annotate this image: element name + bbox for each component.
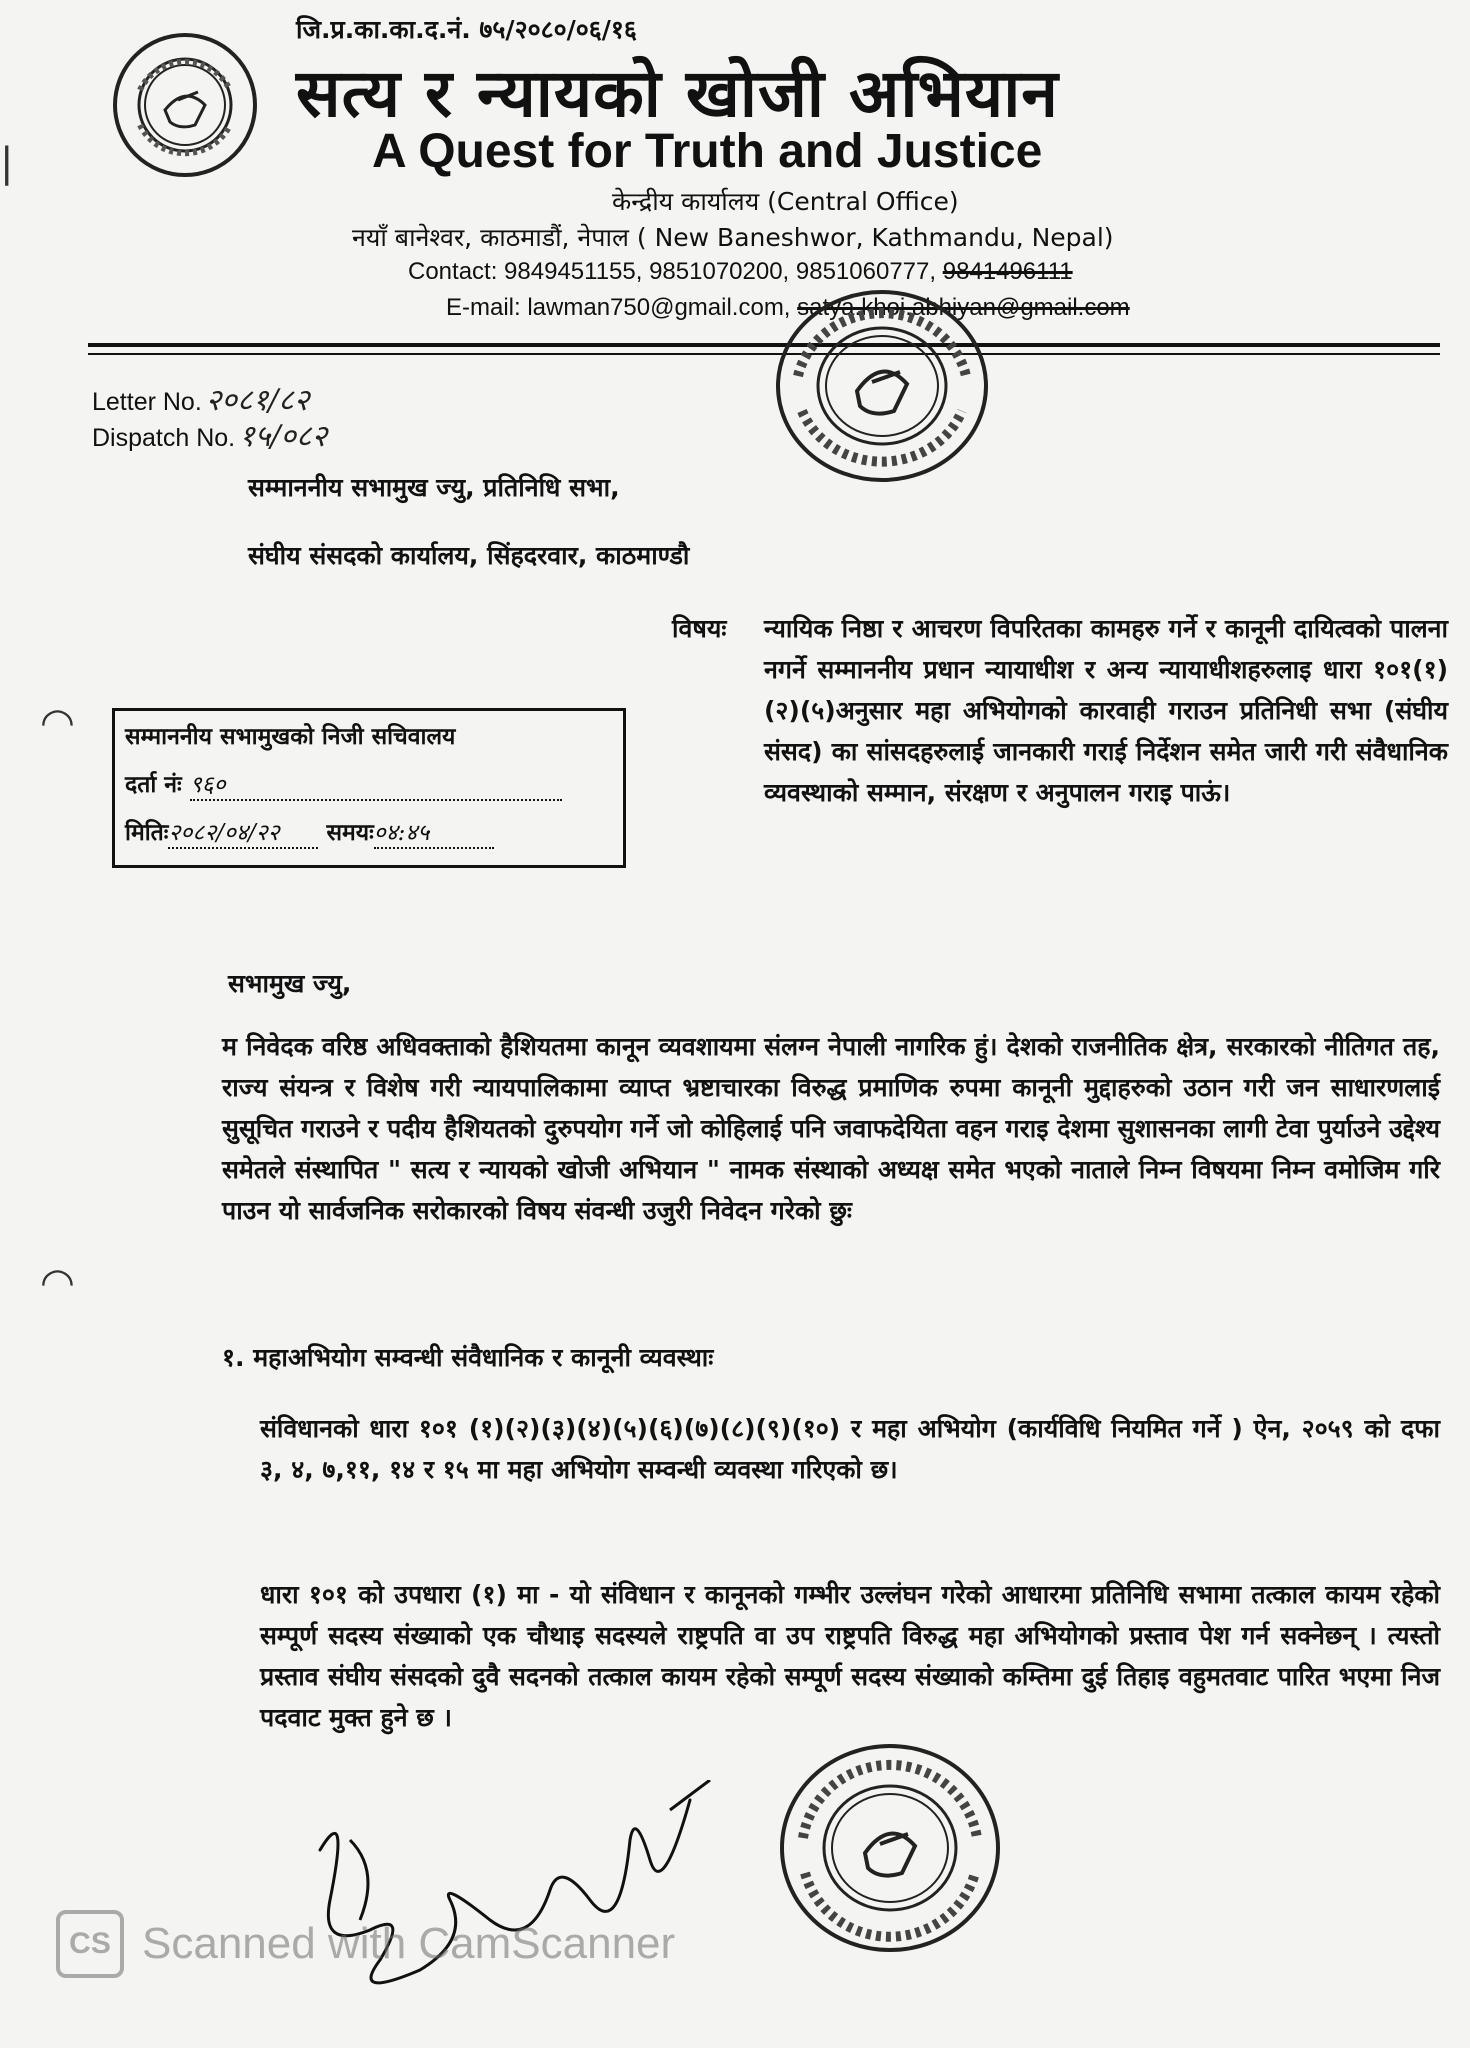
stamp-darta-row [125,767,562,801]
header-rule [88,343,1440,347]
subject-label: विषयः [672,614,727,643]
address-line: नयाँ बानेश्वर, काठमाडौं, नेपाल ( New Baneshwor, Kathmandu, Nepal) [352,223,1114,252]
org-name-english: A Quest for Truth and Justice [372,125,1043,178]
letter-no-label: Letter No. [92,388,202,416]
dispatch-no-label: Dispatch No. [92,424,236,452]
darta-value: ९६० [189,772,226,798]
addressee-line-2: संघीय संसदको कार्यालय, सिंहदरवार, काठमाण्डौ [248,541,690,570]
signature [290,1780,730,2014]
watermark-text: Scanned with CamScanner [142,1919,676,1968]
samaya-label: समयः [326,820,374,846]
section-heading: १. महाअभियोग सम्वन्धी संवैधानिक र कानूनी व्यवस्थाः [222,1343,714,1372]
contact-struck-number: 9841496111 [942,258,1073,285]
header-rule-thin [88,353,1440,355]
dispatch-number [92,414,327,455]
miti-label: मितिः [125,820,169,846]
intro-paragraph: म निवेदक वरिष्ठ अधिवक्ताको हैशियतमा कानून व्यवशायमा संलग्न नेपाली नागरिक हुं। देशको राजनीतिक क्षेत्र, सरकारको नीतिगत तह, राज्य संयन्त्र र विशेष गरी न्यायपालिकामा व्याप्त भ्रष्टाचारका विरुद्ध प्रमाणिक रुपमा कानूनी मुद्दाहरुको उठान गरी जन साधारणलाई सुसूचित गराउने र पदीय हैशियतको दुरुपयोग गर्ने जो कोहिलाई पनि जवाफदेयिता वहन गराइ देशमा सुशासनका लागी टेवा पुर्याउने उद्देश्य समेतले संस्थापित " सत्य र न्यायको खोजी अभियान " नामक संस्थाको अध्यक्ष समेत भएको नाताले निम्न विषयमा निम्न वमोजिम गरि पाउन यो सार्वजनिक सरोकारको विषय संवन्धी उजुरी निवेदन गरेको छुः [222,1032,1440,1225]
organization-logo [110,30,260,184]
registration-stamp [112,708,626,868]
contact-numbers: Contact: 9849451155, 9851070200, 9851060777, [408,258,937,285]
salutation: सभामुख ज्यु, [228,969,352,998]
stamp-date-row [125,815,494,849]
subject-text: न्यायिक निष्ठा र आचरण विपरितका कामहरु गर्ने र कानूनी दायित्वको पालना नगर्ने सम्माननीय प्रधान न्यायाधीश र अन्य न्यायाधीशहरुलाइ धारा १०१(१)(२)(५)अनुसार महा अभियोगको कारवाही गराउन प्रतिनिधी सभा (संघीय संसद) का सांसदहरुलाई जानकारी गराई निर्देशन समेत जारी गरी संवैधानिक व्यवस्थाको सम्मान, संरक्षण र अनुपालन गराइ पाऊं। [764,614,1448,807]
letter-number [92,378,310,419]
punch-mark: ◠ [40,700,75,746]
paragraph-2: धारा १०१ को उपधारा (१) मा - यो संविधान र कानूनको गम्भीर उल्लंघन गरेको आधारमा प्रतिनिधि सभामा तत्काल कायम रहेको सम्पूर्ण सदस्य संख्याको एक चौथाइ सदस्यले राष्ट्रपति वा उप राष्ट्रपति विरुद्ध महा अभियोगको प्रस्ताव पेश गर्न सक्नेछन् । त्यस्तो प्रस्ताव संघीय संसदको दुवै सदनको तत्काल कायम रहेको सम्पूर्ण सदस्य संख्याको कम्तिमा दुई तिहाइ वहुमतवाट पारित भएमा निज पदवाट मुक्त हुने छ । [260,1580,1441,1732]
official-seal-top [772,286,992,490]
dispatch-no-value: १५/०८२ [239,419,328,454]
miti-value: २०८२/०४/२२ [168,820,280,846]
scanner-watermark [56,1910,675,1978]
camscanner-logo-icon: CS [56,1910,124,1978]
email-struck: satya.khoj.abhiyan@gmail.com [797,294,1130,321]
punch-mark: | [0,140,14,186]
contact-line [408,258,1073,286]
stamp-title: सम्माननीय सभामुखको निजी सचिवालय [125,724,456,750]
samaya-value: ०४:४५ [373,820,430,846]
addressee-line-1: सम्माननीय सभामुख ज्यु, प्रतिनिधि सभा, [248,473,620,502]
letter-no-value: २०८१/८२ [205,383,310,418]
darta-label: दर्ता नंः [125,772,182,798]
subject-block [672,608,1448,813]
office-line: केन्द्रीय कार्यालय (Central Office) [612,187,959,216]
org-name-nepali: सत्य र न्यायको खोजी अभियान [296,55,1059,132]
paragraph-1: संविधानको धारा १०१ (१)(२)(३)(४)(५)(६)(७)(८)(९)(१०) र महा अभियोग (कार्यविधि नियमित गर्ने ) ऐन, २०५९ को दफा ३, ४, ७,११, १४ र १५ मा महा अभियोग सम्वन्धी व्यवस्था गरिएको छ। [260,1414,1440,1484]
punch-mark: ◠ [40,1260,75,1306]
registration-number: जि.प्र.का.का.द.नं. ७५/२०८०/०६/१६ [296,15,637,44]
email-address: E-mail: lawman750@gmail.com, [446,294,791,321]
official-seal-bottom [775,1738,1005,1962]
